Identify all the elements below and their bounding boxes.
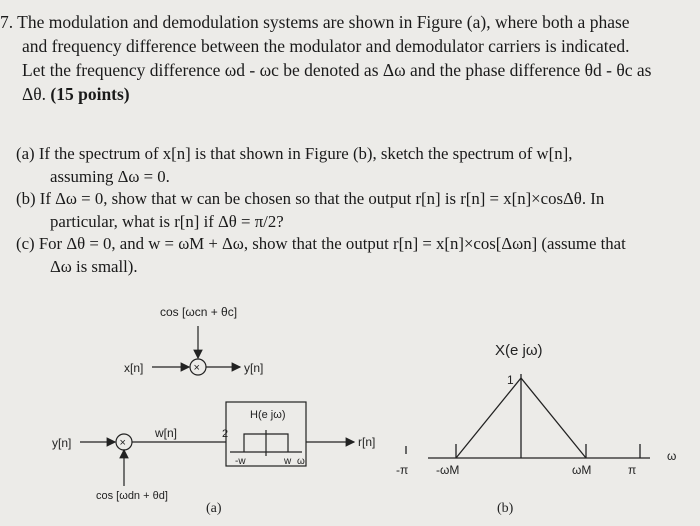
problem-line-1: 7. The modulation and demodulation systems are shown in Figure (a), where both a phase <box>0 12 630 32</box>
spectrum-neg-wm: -ωM <box>436 463 460 477</box>
spectrum-pi: π <box>628 463 637 477</box>
filter-gain: 2 <box>222 428 229 440</box>
filter-pos-w: w <box>284 456 292 467</box>
figure-b <box>396 342 676 516</box>
part-c-line-1: (c) For Δθ = 0, and w = ωM + Δω, show that the output r[n] = x[n]×cos[Δωn] (assume that <box>16 234 626 253</box>
carrier-top-label: cos [ωcn + θc] <box>160 305 238 319</box>
filter-label: H(e jω) <box>250 409 286 421</box>
multiplier-1-symbol: × <box>193 362 200 374</box>
problem-line-4-text: Δθ. <box>22 84 47 104</box>
part-c-line-2: Δω is small). <box>50 256 138 276</box>
wn-label: w[n] <box>155 426 178 440</box>
figure-a-caption: (a) <box>206 501 222 516</box>
part-b-line-2: particular, what is r[n] if Δθ = π/2? <box>50 211 284 231</box>
points-label: (15 points) <box>50 84 130 104</box>
filter-neg-w: -w <box>235 456 246 467</box>
figure-a <box>52 305 375 516</box>
part-a-line-1: (a) If the spectrum of x[n] is that shown in Figure (b), sketch the spectrum of w[n], <box>16 144 573 163</box>
multiplier-2-symbol: × <box>119 437 126 449</box>
xn-label: x[n] <box>124 361 144 375</box>
yn-in-label: y[n] <box>52 436 72 450</box>
carrier-bottom-label: cos [ωdn + θd] <box>96 490 168 502</box>
spectrum-neg-pi: -π <box>396 463 409 477</box>
yn-out-label: y[n] <box>244 361 264 375</box>
problem-line-3: Let the frequency difference ωd - ωc be denoted as Δω and the phase difference θd - θc as <box>22 60 652 80</box>
part-b-line-1: (b) If Δω = 0, show that w can be chosen so that the output r[n] is r[n] = x[n]×cosΔθ. In <box>16 189 605 208</box>
spectrum-title: X(e jω) <box>495 342 543 359</box>
figure-b-caption: (b) <box>497 501 514 516</box>
rn-label: r[n] <box>358 435 376 449</box>
spectrum-omega: ω <box>667 449 677 463</box>
problem-line-2: and frequency difference between the modulator and demodulator carriers is indicated. <box>22 36 630 56</box>
part-a-line-2: assuming Δω = 0. <box>50 166 170 186</box>
spectrum-pos-wm: ωM <box>572 463 592 477</box>
spectrum-peak-label: 1 <box>507 373 514 387</box>
filter-omega: ω <box>297 456 305 467</box>
